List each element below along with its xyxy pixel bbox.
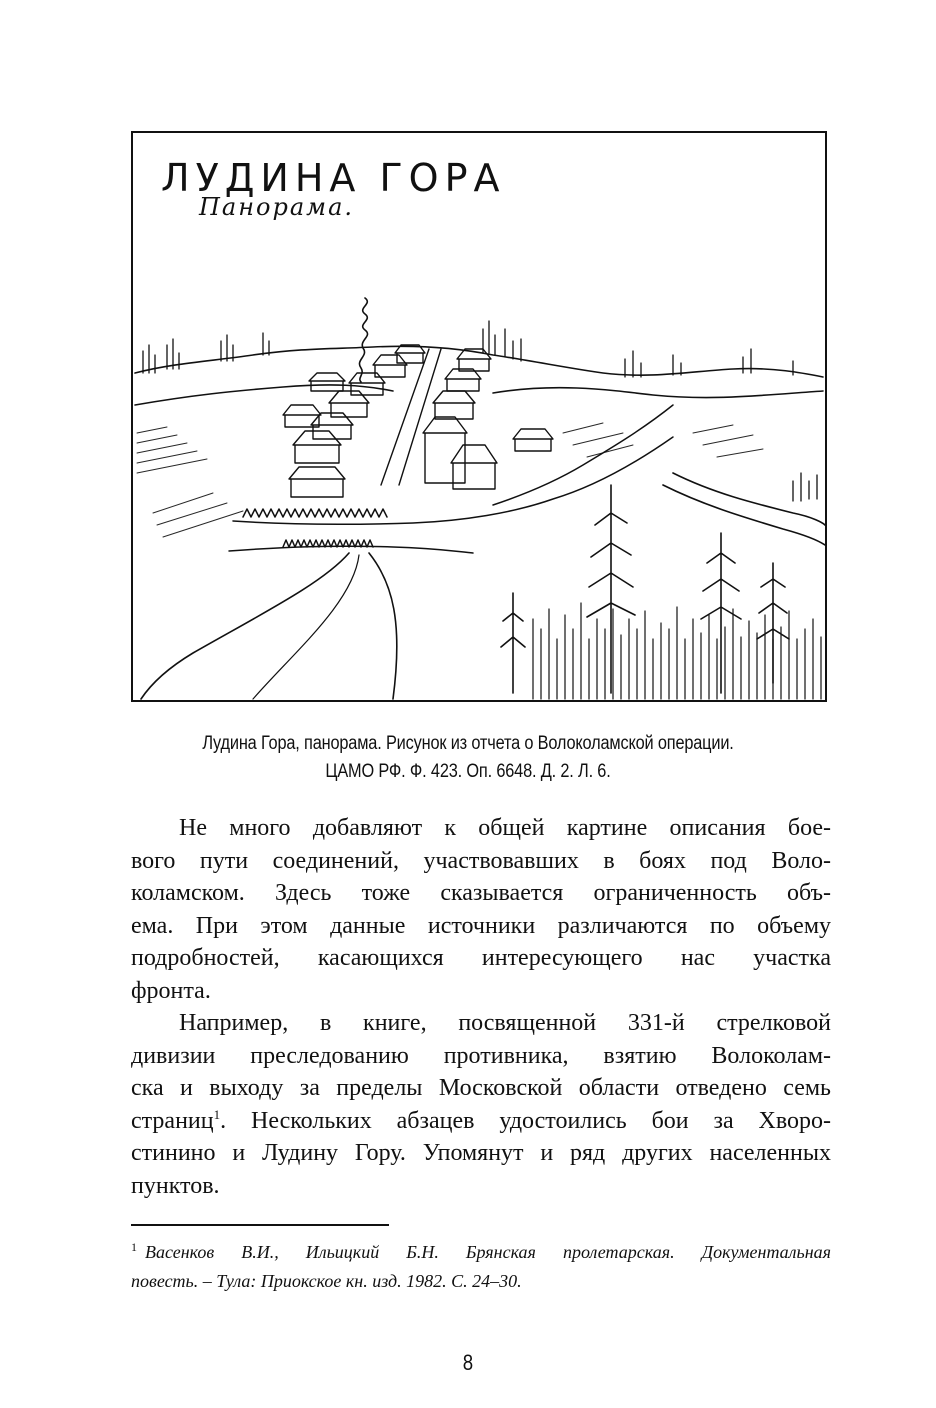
text-line: коламском. Здесь тоже сказывается ограниченность объ- — [131, 880, 831, 906]
body-text — [131, 812, 831, 1202]
text-line: пунктов. — [131, 1172, 220, 1199]
sketch-title: ЛУДИНА ГОРА — [161, 156, 506, 200]
text-line: подробностей, касающихся интересующего нас участка — [131, 945, 831, 971]
text-fragment: . Нескольких абзацев удостоились бои за Хворо- — [220, 1107, 831, 1134]
caption-line-2: ЦАМО РФ. Ф. 423. Оп. 6648. Д. 2. Л. 6. — [325, 761, 611, 782]
paragraph-2 — [131, 1007, 831, 1202]
text-line: ема. При этом данные источники различаются по объему — [131, 912, 831, 939]
text-line: фронта. — [131, 977, 211, 1004]
sketch-subtitle: Панорама. — [199, 193, 355, 221]
page-number: 8 — [462, 1350, 474, 1375]
text-line: вого пути соединений, участвовавших в боях под Воло- — [131, 847, 831, 874]
panorama-sketch — [133, 133, 825, 700]
figure-caption — [152, 730, 785, 786]
caption-line-1: Лудина Гора, панорама. Рисунок из отчета о Волоколамской операции. — [202, 733, 734, 754]
text-line: стинино и Лудину Гору. Упомянут и ряд других населенных — [131, 1140, 831, 1166]
text-line — [131, 1105, 831, 1138]
footnote-text: Васенков В.И., Ильицкий Б.Н. Брянская пролетарская. Документальная — [145, 1242, 831, 1262]
text-line: дивизии преследованию противника, взятию Волоколам- — [131, 1042, 831, 1069]
footnote — [131, 1238, 831, 1296]
footnote-line-1 — [131, 1238, 831, 1267]
text-line: Например, в книге, посвященной 331-й стрелковой — [179, 1010, 831, 1036]
figure-sketch — [131, 131, 827, 702]
paragraph-1 — [131, 812, 831, 1007]
footnote-divider — [131, 1224, 389, 1226]
text-line: ска и выходу за пределы Московской области отведено семь — [131, 1075, 831, 1101]
footnote-line-2: повесть. – Тула: Приокское кн. изд. 1982. С. 24–30. — [131, 1271, 522, 1291]
footnote-reference[interactable]: 1 — [213, 1106, 221, 1122]
text-fragment: страниц — [131, 1107, 214, 1134]
footnote-mark: 1 — [131, 1240, 137, 1254]
text-line: Не много добавляют к общей картине описания бое- — [179, 815, 831, 841]
